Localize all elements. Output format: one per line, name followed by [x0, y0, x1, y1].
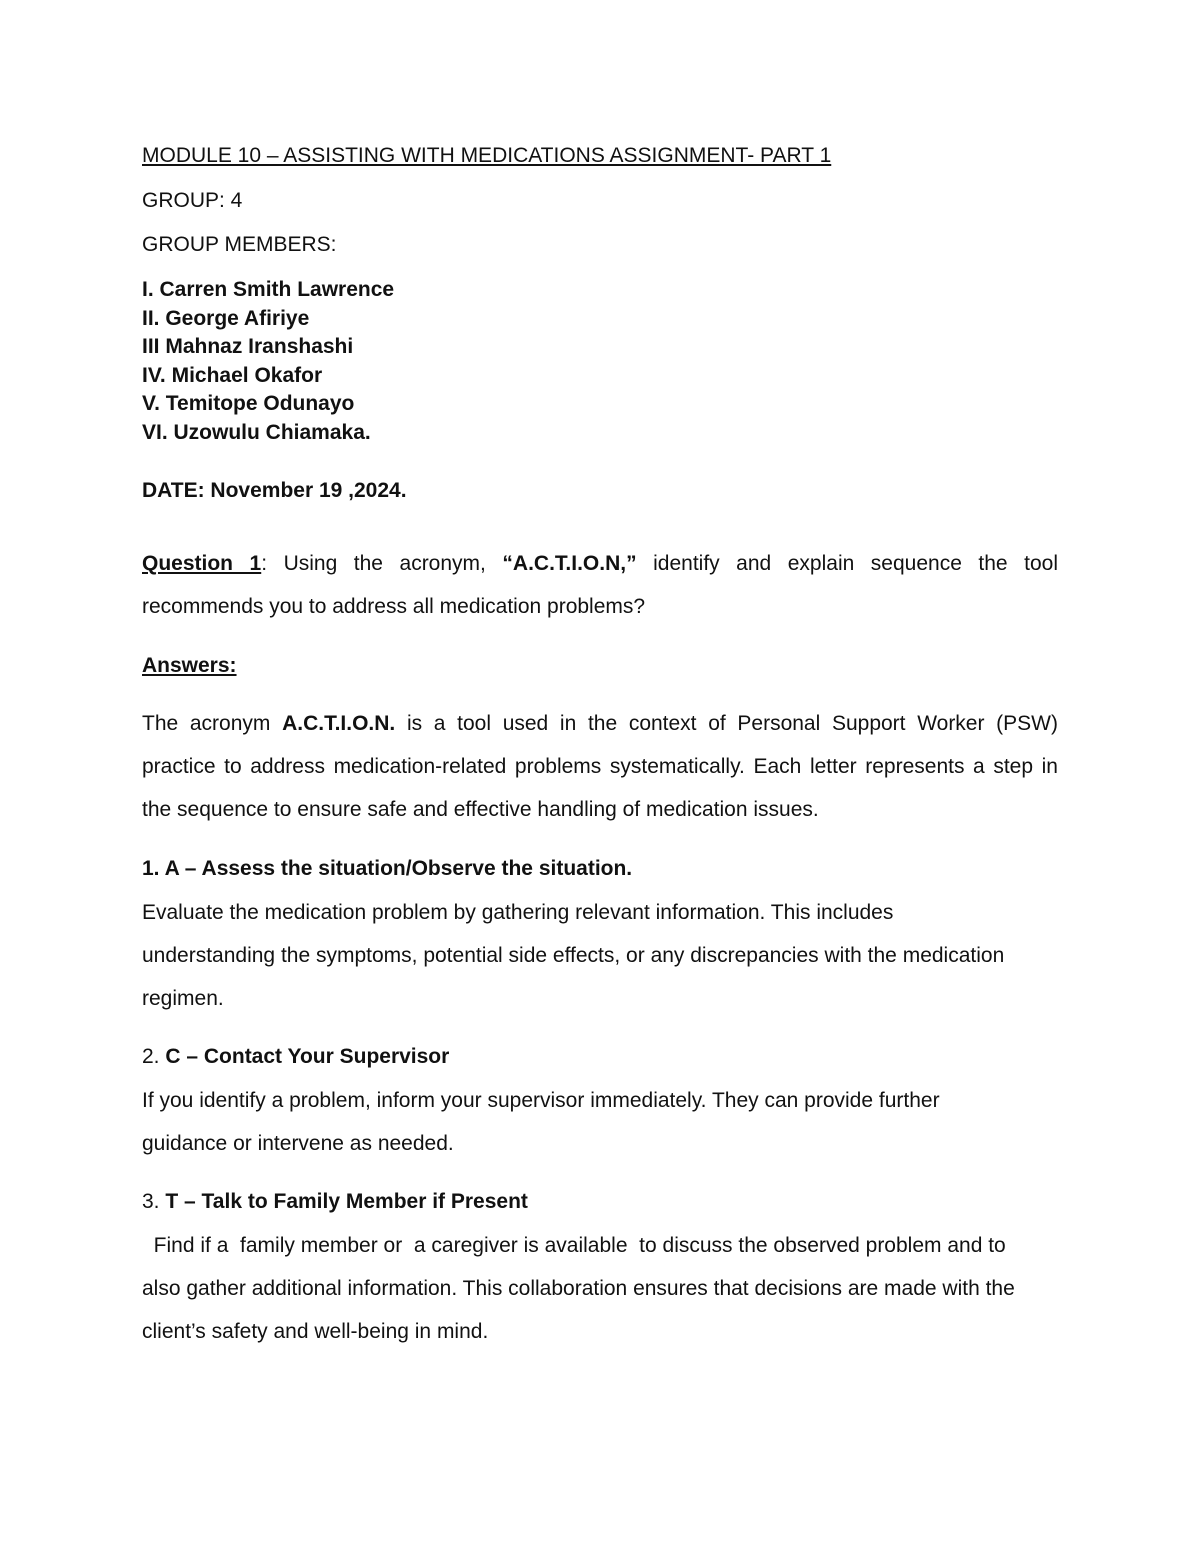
step-2-number: 2.: [142, 1045, 166, 1068]
date-line: DATE: November 19 ,2024.: [142, 479, 407, 502]
step-2-line-2: guidance or intervene as needed.: [142, 1132, 454, 1155]
step-1-line-3: regimen.: [142, 987, 224, 1010]
step-3-line-3: client’s safety and well-being in mind.: [142, 1320, 489, 1343]
question-line-1: [142, 550, 1058, 578]
question-line-2: recommends you to address all medication problems?: [142, 595, 646, 618]
group-members-heading: GROUP MEMBERS:: [142, 233, 337, 256]
intro-text-a: The acronym: [142, 712, 283, 735]
intro-acronym: A.C.T.I.O.N.: [282, 712, 396, 735]
intro-line-3: the sequence to ensure safe and effective handling of medication issues.: [142, 798, 819, 821]
member-6: VI. Uzowulu Chiamaka.: [142, 421, 371, 444]
intro-line-1: [142, 710, 1058, 738]
step-3-heading: [142, 1188, 1058, 1216]
member-3: III Mahnaz Iranshashi: [142, 335, 354, 358]
step-3-title: T – Talk to Family Member if Present: [165, 1190, 528, 1213]
step-1-number: 1.: [142, 857, 165, 880]
step-1-title: A – Assess the situation/Observe the situation.: [164, 857, 633, 880]
group-number: GROUP: 4: [142, 189, 243, 212]
step-1-heading: [142, 855, 1058, 883]
answers-heading: Answers:: [142, 654, 237, 677]
member-2: II. George Afiriye: [142, 307, 310, 330]
question-label: Question 1: [142, 552, 262, 575]
step-2-title: C – Contact Your Supervisor: [165, 1045, 450, 1068]
member-4: IV. Michael Okafor: [142, 364, 323, 387]
step-3-line-2: also gather additional information. This collaboration ensures that decisions are made with the: [142, 1277, 1015, 1300]
intro-line-2: practice to address medication-related problems systematically. Each letter represents a step in: [142, 755, 1058, 778]
question-colon: :: [261, 552, 268, 575]
member-5: V. Temitope Odunayo: [142, 392, 355, 415]
step-1-line-1: Evaluate the medication problem by gathering relevant information. This includes: [142, 901, 894, 924]
question-acronym: “A.C.T.I.O.N,”: [502, 552, 637, 575]
step-2-line-1: If you identify a problem, inform your supervisor immediately. They can provide further: [142, 1089, 940, 1112]
document-title: MODULE 10 – ASSISTING WITH MEDICATIONS ASSIGNMENT- PART 1: [142, 144, 832, 167]
question-text-a: Using the acronym,: [267, 552, 503, 575]
question-text-b: identify and explain sequence the tool: [636, 552, 1058, 575]
step-3-number: 3.: [142, 1190, 166, 1213]
step-1-line-2: understanding the symptoms, potential side effects, or any discrepancies with the medication: [142, 944, 1005, 967]
member-1: I. Carren Smith Lawrence: [142, 278, 395, 301]
step-3-line-1: Find if a family member or a caregiver is available to discuss the observed problem and to: [142, 1234, 1006, 1257]
step-2-heading: [142, 1043, 1058, 1071]
intro-text-b: is a tool used in the context of Personal Support Worker (PSW): [395, 712, 1058, 735]
